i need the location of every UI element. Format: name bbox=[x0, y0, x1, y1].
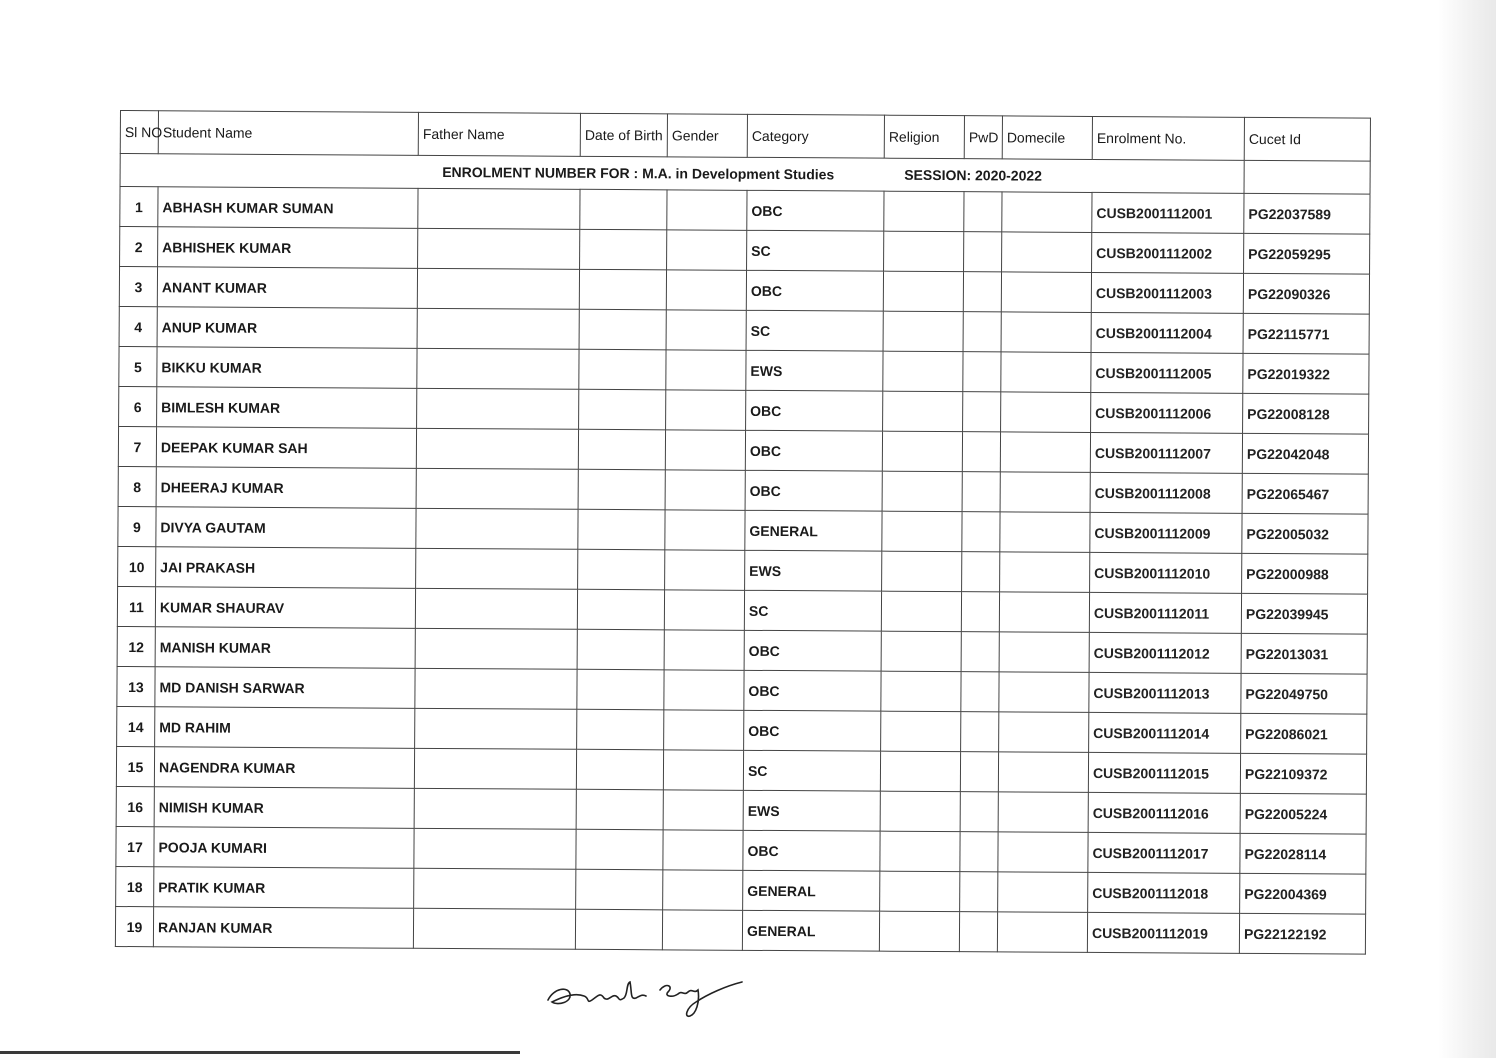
cell-sl: 12 bbox=[117, 626, 155, 666]
cell-sl: 7 bbox=[118, 426, 156, 466]
cell-gender bbox=[663, 750, 743, 790]
col-gender: Gender bbox=[667, 114, 747, 157]
cell-dob bbox=[576, 789, 663, 830]
cell-gender bbox=[665, 550, 745, 590]
cell-pwd bbox=[962, 512, 1000, 552]
cell-pwd bbox=[961, 592, 999, 632]
cell-gender bbox=[667, 230, 747, 270]
cell-religion bbox=[881, 631, 961, 671]
cell-gender bbox=[665, 430, 745, 470]
cell-father-name bbox=[415, 708, 577, 749]
cell-father-name bbox=[414, 788, 576, 829]
cell-pwd bbox=[962, 552, 1000, 592]
cell-gender bbox=[665, 470, 745, 510]
cell-category: SC bbox=[743, 750, 880, 791]
col-enrolment: Enrolment No. bbox=[1092, 116, 1244, 160]
cell-religion bbox=[881, 671, 961, 711]
cell-gender bbox=[664, 590, 744, 630]
cell-category: OBC bbox=[746, 390, 883, 431]
cell-pwd bbox=[961, 672, 999, 712]
cell-category: OBC bbox=[746, 270, 883, 311]
cell-enrolment: CUSB2001112015 bbox=[1088, 752, 1240, 793]
cell-category: OBC bbox=[744, 710, 881, 751]
cell-category: OBC bbox=[744, 630, 881, 671]
cell-domicile bbox=[1000, 552, 1090, 593]
cell-gender bbox=[666, 270, 746, 310]
cell-pwd bbox=[962, 432, 1000, 472]
cell-enrolment: CUSB2001112008 bbox=[1090, 472, 1242, 513]
cell-category: OBC bbox=[743, 830, 880, 871]
session-label: SESSION: 2020-2022 bbox=[904, 166, 1043, 184]
cell-student-name: DIVYA GAUTAM bbox=[156, 507, 416, 549]
cell-religion bbox=[882, 551, 962, 591]
cell-domicile bbox=[998, 792, 1088, 833]
cell-sl: 9 bbox=[118, 506, 156, 546]
cell-religion bbox=[880, 751, 960, 791]
cell-gender bbox=[664, 630, 744, 670]
cell-student-name: KUMAR SHAURAV bbox=[155, 587, 415, 629]
cell-pwd bbox=[963, 272, 1001, 312]
cell-dob bbox=[578, 509, 665, 550]
cell-domicile bbox=[998, 832, 1088, 873]
cell-student-name: PRATIK KUMAR bbox=[154, 867, 414, 909]
cell-religion bbox=[880, 831, 960, 871]
col-domicile: Domecile bbox=[1002, 116, 1092, 160]
cell-domicile bbox=[999, 712, 1089, 753]
cell-enrolment: CUSB2001112013 bbox=[1089, 672, 1241, 713]
cell-father-name bbox=[417, 348, 579, 389]
cell-category: SC bbox=[747, 230, 884, 271]
cell-cucet: PG22039945 bbox=[1241, 593, 1367, 634]
cell-pwd bbox=[960, 832, 998, 872]
cell-category: GENERAL bbox=[742, 910, 879, 951]
cell-pwd bbox=[960, 792, 998, 832]
cell-dob bbox=[578, 429, 665, 470]
col-student-name: Student Name bbox=[158, 111, 418, 156]
cell-father-name bbox=[413, 908, 575, 949]
cell-category: EWS bbox=[745, 550, 882, 591]
cell-dob bbox=[575, 909, 662, 950]
cell-dob bbox=[579, 349, 666, 390]
cell-pwd bbox=[961, 712, 999, 752]
cell-enrolment: CUSB2001112019 bbox=[1087, 912, 1239, 953]
cell-sl: 17 bbox=[116, 826, 154, 866]
scan-edge-shadow bbox=[1438, 0, 1496, 1058]
cell-dob bbox=[577, 629, 664, 670]
cell-dob bbox=[577, 709, 664, 750]
cell-student-name: ABHISHEK KUMAR bbox=[158, 227, 418, 269]
cell-domicile bbox=[1001, 352, 1091, 393]
cell-cucet: PG22028114 bbox=[1240, 833, 1366, 874]
cell-religion bbox=[879, 911, 959, 951]
signature bbox=[540, 962, 750, 1022]
cell-cucet: PG22086021 bbox=[1241, 713, 1367, 754]
cell-dob bbox=[578, 469, 665, 510]
cell-domicile bbox=[999, 592, 1089, 633]
cell-dob bbox=[577, 589, 664, 630]
cell-father-name bbox=[416, 468, 578, 509]
cell-enrolment: CUSB2001112009 bbox=[1090, 512, 1242, 553]
cell-category: GENERAL bbox=[745, 510, 882, 551]
cell-father-name bbox=[414, 868, 576, 909]
cell-sl: 10 bbox=[118, 546, 156, 586]
cell-domicile bbox=[998, 872, 1088, 913]
cell-pwd bbox=[960, 872, 998, 912]
cell-father-name bbox=[414, 748, 576, 789]
cell-student-name: BIKKU KUMAR bbox=[157, 347, 417, 389]
cell-father-name bbox=[415, 668, 577, 709]
cell-domicile bbox=[1002, 192, 1092, 233]
cell-sl: 11 bbox=[117, 586, 155, 626]
cell-student-name: NIMISH KUMAR bbox=[154, 787, 414, 829]
cell-domicile bbox=[999, 632, 1089, 673]
cell-father-name bbox=[414, 828, 576, 869]
cell-category: OBC bbox=[747, 190, 884, 231]
cell-student-name: POOJA KUMARI bbox=[154, 827, 414, 869]
cell-father-name bbox=[415, 628, 577, 669]
cell-cucet: PG22122192 bbox=[1239, 913, 1365, 954]
cell-category: SC bbox=[746, 310, 883, 351]
cell-dob bbox=[576, 869, 663, 910]
cell-domicile bbox=[997, 912, 1087, 953]
table-row bbox=[115, 906, 1365, 954]
cell-domicile bbox=[999, 672, 1089, 713]
cell-cucet: PG22005224 bbox=[1240, 793, 1366, 834]
banner-empty-cell bbox=[1244, 160, 1370, 194]
cell-domicile bbox=[1002, 232, 1092, 273]
cell-gender bbox=[666, 390, 746, 430]
cell-sl: 2 bbox=[120, 227, 158, 267]
cell-enrolment: CUSB2001112005 bbox=[1091, 352, 1243, 393]
cell-gender bbox=[665, 510, 745, 550]
cell-cucet: PG22109372 bbox=[1240, 753, 1366, 794]
cell-dob bbox=[578, 549, 665, 590]
cell-category: EWS bbox=[746, 350, 883, 391]
cell-enrolment: CUSB2001112012 bbox=[1089, 632, 1241, 673]
cell-cucet: PG22013031 bbox=[1241, 633, 1367, 674]
cell-father-name bbox=[417, 268, 579, 309]
cell-father-name bbox=[418, 228, 580, 269]
cell-enrolment: CUSB2001112003 bbox=[1091, 272, 1243, 313]
cell-pwd bbox=[963, 352, 1001, 392]
cell-enrolment: CUSB2001112018 bbox=[1088, 872, 1240, 913]
cell-student-name: ABHASH KUMAR SUMAN bbox=[158, 187, 418, 229]
cell-gender bbox=[667, 190, 747, 230]
cell-student-name: DHEERAJ KUMAR bbox=[156, 467, 416, 509]
cell-religion bbox=[881, 591, 961, 631]
cell-religion bbox=[883, 391, 963, 431]
cell-sl: 4 bbox=[119, 306, 157, 346]
header-row bbox=[120, 111, 1370, 162]
cell-student-name: JAI PRAKASH bbox=[156, 547, 416, 589]
cell-enrolment: CUSB2001112004 bbox=[1091, 312, 1243, 353]
cell-student-name: MANISH KUMAR bbox=[155, 627, 415, 669]
cell-pwd bbox=[959, 912, 997, 952]
cell-dob bbox=[576, 829, 663, 870]
cell-category: OBC bbox=[745, 470, 882, 511]
cell-enrolment: CUSB2001112017 bbox=[1088, 832, 1240, 873]
cell-sl: 18 bbox=[116, 866, 154, 906]
cell-cucet: PG22004369 bbox=[1240, 873, 1366, 914]
col-sl: Sl NO bbox=[120, 111, 158, 154]
cell-pwd bbox=[960, 752, 998, 792]
cell-category: GENERAL bbox=[743, 870, 880, 911]
cell-dob bbox=[579, 269, 666, 310]
cell-cucet: PG22042048 bbox=[1242, 433, 1368, 474]
col-pwd: PwD bbox=[964, 116, 1002, 159]
cell-dob bbox=[579, 309, 666, 350]
cell-gender bbox=[662, 910, 742, 950]
scan-bottom-edge bbox=[0, 1051, 520, 1054]
cell-father-name bbox=[416, 508, 578, 549]
cell-enrolment: CUSB2001112011 bbox=[1089, 592, 1241, 633]
cell-cucet: PG22000988 bbox=[1242, 553, 1368, 594]
cell-cucet: PG22019322 bbox=[1243, 353, 1369, 394]
cell-dob bbox=[580, 229, 667, 270]
cell-father-name bbox=[416, 428, 578, 469]
col-dob: Date of Birth bbox=[580, 113, 667, 157]
cell-religion bbox=[880, 871, 960, 911]
cell-religion bbox=[882, 431, 962, 471]
cell-religion bbox=[883, 311, 963, 351]
cell-cucet: PG22065467 bbox=[1242, 473, 1368, 514]
cell-pwd bbox=[962, 472, 1000, 512]
cell-sl: 19 bbox=[115, 906, 153, 946]
cell-pwd bbox=[963, 392, 1001, 432]
cell-student-name: BIMLESH KUMAR bbox=[157, 387, 417, 429]
cell-cucet: PG22090326 bbox=[1243, 273, 1369, 314]
cell-father-name bbox=[416, 548, 578, 589]
enrolment-table bbox=[115, 110, 1371, 955]
cell-pwd bbox=[961, 632, 999, 672]
cell-father-name bbox=[415, 588, 577, 629]
cell-religion bbox=[881, 711, 961, 751]
cell-cucet: PG22115771 bbox=[1243, 313, 1369, 354]
cell-category: OBC bbox=[745, 430, 882, 471]
cell-father-name bbox=[417, 388, 579, 429]
cell-religion bbox=[882, 471, 962, 511]
cell-sl: 6 bbox=[119, 386, 157, 426]
cell-category: OBC bbox=[744, 670, 881, 711]
cell-sl: 13 bbox=[117, 666, 155, 706]
cell-enrolment: CUSB2001112002 bbox=[1092, 232, 1244, 273]
cell-gender bbox=[666, 310, 746, 350]
cell-sl: 5 bbox=[119, 346, 157, 386]
cell-cucet: PG22005032 bbox=[1242, 513, 1368, 554]
cell-pwd bbox=[964, 192, 1002, 232]
cell-gender bbox=[663, 790, 743, 830]
cell-enrolment: CUSB2001112016 bbox=[1088, 792, 1240, 833]
cell-sl: 16 bbox=[116, 786, 154, 826]
cell-religion bbox=[884, 191, 964, 231]
cell-sl: 1 bbox=[120, 187, 158, 227]
cell-dob bbox=[577, 669, 664, 710]
col-religion: Religion bbox=[884, 115, 964, 158]
cell-pwd bbox=[963, 312, 1001, 352]
cell-sl: 15 bbox=[116, 746, 154, 786]
cell-domicile bbox=[1000, 512, 1090, 553]
cell-domicile bbox=[1000, 472, 1090, 513]
cell-pwd bbox=[964, 232, 1002, 272]
cell-student-name: ANANT KUMAR bbox=[157, 267, 417, 309]
cell-cucet: PG22037589 bbox=[1244, 193, 1370, 234]
cell-student-name: DEEPAK KUMAR SAH bbox=[156, 427, 416, 469]
cell-domicile bbox=[1001, 272, 1091, 313]
cell-cucet: PG22059295 bbox=[1244, 233, 1370, 274]
cell-cucet: PG22049750 bbox=[1241, 673, 1367, 714]
cell-domicile bbox=[1001, 392, 1091, 433]
cell-gender bbox=[663, 870, 743, 910]
cell-sl: 8 bbox=[118, 466, 156, 506]
cell-gender bbox=[664, 710, 744, 750]
cell-religion bbox=[884, 231, 964, 271]
cell-religion bbox=[882, 511, 962, 551]
col-father-name: Father Name bbox=[418, 112, 580, 156]
cell-student-name: ANUP KUMAR bbox=[157, 307, 417, 349]
cell-enrolment: CUSB2001112010 bbox=[1090, 552, 1242, 593]
cell-dob bbox=[576, 749, 663, 790]
cell-religion bbox=[880, 791, 960, 831]
cell-religion bbox=[883, 271, 963, 311]
col-cucet: Cucet Id bbox=[1244, 117, 1370, 161]
cell-category: EWS bbox=[743, 790, 880, 831]
cell-enrolment: CUSB2001112014 bbox=[1089, 712, 1241, 753]
cell-gender bbox=[663, 830, 743, 870]
cell-dob bbox=[580, 189, 667, 230]
cell-category: SC bbox=[744, 590, 881, 631]
cell-religion bbox=[883, 351, 963, 391]
cell-cucet: PG22008128 bbox=[1243, 393, 1369, 434]
cell-domicile bbox=[1000, 432, 1090, 473]
cell-domicile bbox=[998, 752, 1088, 793]
cell-enrolment: CUSB2001112001 bbox=[1092, 192, 1244, 233]
cell-domicile bbox=[1001, 312, 1091, 353]
cell-student-name: RANJAN KUMAR bbox=[153, 907, 413, 949]
cell-student-name: MD DANISH SARWAR bbox=[155, 667, 415, 709]
cell-sl: 3 bbox=[119, 267, 157, 307]
cell-enrolment: CUSB2001112007 bbox=[1090, 432, 1242, 473]
cell-enrolment: CUSB2001112006 bbox=[1091, 392, 1243, 433]
cell-dob bbox=[579, 389, 666, 430]
cell-sl: 14 bbox=[117, 706, 155, 746]
cell-gender bbox=[666, 350, 746, 390]
cell-student-name: MD RAHIM bbox=[155, 707, 415, 749]
cell-father-name bbox=[417, 308, 579, 349]
cell-gender bbox=[664, 670, 744, 710]
cell-father-name bbox=[418, 188, 580, 229]
col-category: Category bbox=[747, 114, 884, 158]
program-title: ENROLMENT NUMBER FOR : M.A. in Development Studies bbox=[442, 163, 835, 183]
cell-student-name: NAGENDRA KUMAR bbox=[154, 747, 414, 789]
